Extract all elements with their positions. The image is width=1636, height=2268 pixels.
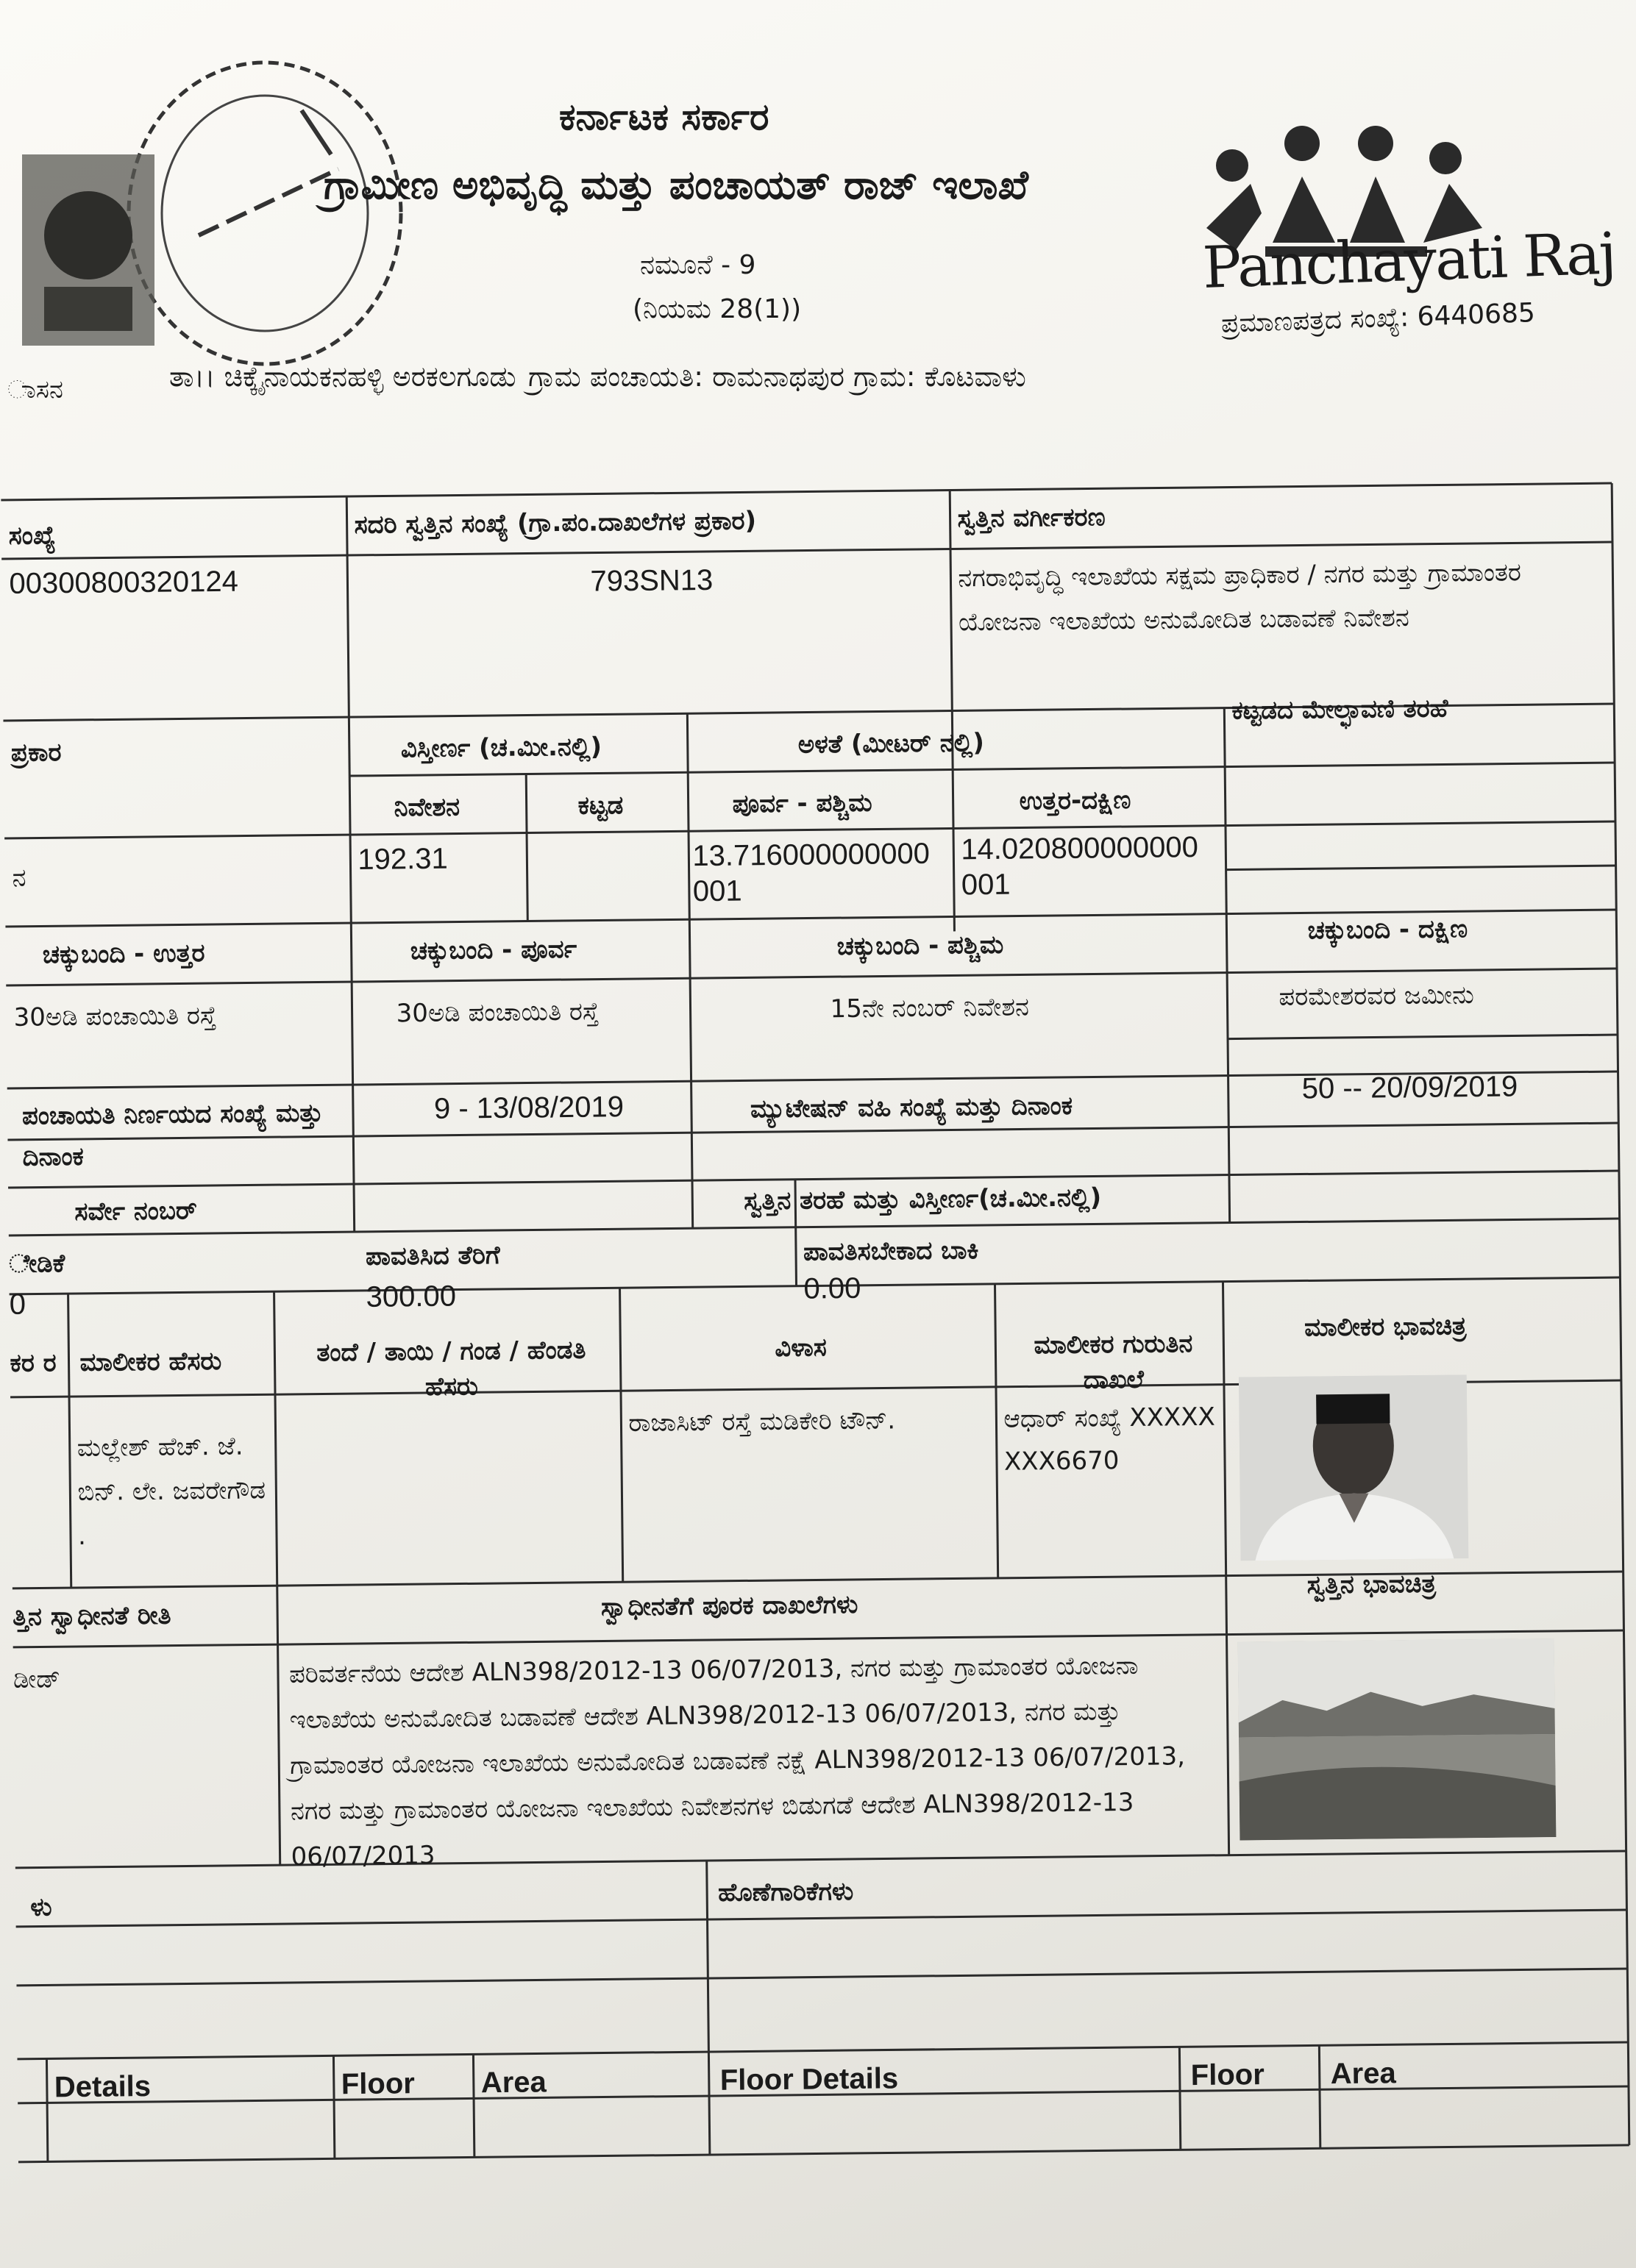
roof-type-label: ಕಟ್ಟಡದ ಮೇಲ್ಛಾವಣಿ ತರಹೆ xyxy=(1231,693,1448,726)
decision-value: 9 - 13/08/2019 xyxy=(433,1091,625,1125)
north-south-label: ಉತ್ತರ-ದಕ್ಷಿಣ xyxy=(1019,785,1131,816)
owner-id-header: ಮಾಲೀಕರ ಗುರುತಿನ ದಾಖಲೆ xyxy=(1034,1329,1193,1395)
east-west-value: 13.716000000000001 xyxy=(692,837,931,908)
tax-paid-label: ಪಾವತಿಸಿದ ತೆರಿಗೆ xyxy=(365,1240,500,1272)
liabilities-left-label: ಳು xyxy=(30,1892,52,1922)
owner-name-value: ಮಲ್ಲೇಶ್ ಹೆಚ್. ಜೆ. ಬಿನ್. ಲೇ. ಜವರೇಗೌಡ . xyxy=(77,1431,266,1551)
taluk-line: ತಾ।। ಚಿಕ್ಕೈನಾಯಕನಹಳ್ಳಿ ಅರಕಲಗೂಡು xyxy=(169,360,516,393)
mutation-label: ಮ್ಯುಟೇಷನ್ ವಹಿ ಸಂಖ್ಯೆ ಮತ್ತು ದಿನಾಂಕ xyxy=(750,1091,1073,1124)
boundary-south-label: ಚಕ್ಕುಬಂದಿ - ದಕ್ಷಿಣ xyxy=(1307,914,1468,946)
department-title: ಗ್ರಾಮೀಣ ಅಭಿವೃದ್ಧಿ ಮತ್ತು ಪಂಚಾಯತ್ ರಾಜ್ ಇಲಾಖೆ xyxy=(324,162,1028,208)
owner-address-value: ರಾಜಾಸಿಟ್ ರಸ್ತೆ ಮಡಿಕೇರಿ ಟೌನ್. xyxy=(628,1405,896,1438)
demand-label: ೇಡಿಕೆ xyxy=(8,1249,65,1279)
balance-value: 0.00 xyxy=(803,1272,861,1305)
boundary-east-label: ಚಕ್ಕುಬಂದಿ - ಪೂರ್ವ xyxy=(410,934,577,966)
parent-name-header: ತಂದೆ / ತಾಯಿ / ಗಂಡ / ಹೆಂಡತಿ ಹೆಸರು xyxy=(316,1335,586,1402)
boundary-south-value: ಪರಮೇಶರವರ ಜಮೀನು xyxy=(1278,980,1474,1012)
property-form-table xyxy=(0,395,1636,2177)
gram-panchayat-line: ಗ್ರಾಮ ಪಂಚಾಯತಿ: ರಾಮನಾಥಪುರ ಗ್ರಾಮ: ಕೊಟವಾಳು xyxy=(528,360,1026,393)
panchayati-raj-logo-text: Panchayati Raj xyxy=(1201,221,1617,302)
balance-label: ಪಾವತಿಸಬೇಕಾದ ಬಾಕಿ xyxy=(803,1235,979,1267)
address-header: ವಿಳಾಸ xyxy=(775,1333,828,1363)
sadari-number-label: ಸದರಿ ಸ್ವತ್ತಿನ ಸಂಖ್ಯೆ (ಗ್ರಾ.ಪಂ.ದಾಖಲೆಗಳ ಪ್ರಕಾರ) xyxy=(354,506,757,540)
owner-id-value: ಆಧಾರ್ ಸಂಖ್ಯೆ XXXXXXXX6670 xyxy=(1003,1402,1216,1477)
property-photo xyxy=(1238,1638,1557,1840)
decision-label: ಪಂಚಾಯತಿ ನಿರ್ಣಯದ ಸಂಖ್ಯೆ ಮತ್ತು ದಿನಾಂಕ xyxy=(21,1098,324,1172)
area-label: ವಿಸ್ತೀರ್ಣ (ಚ.ಮೀ.ನಲ್ಲಿ) xyxy=(400,732,602,764)
owner-photo xyxy=(1239,1374,1469,1561)
property-classification-value: ನಗರಾಭಿವೃದ್ಧಿ ಇಲಾಖೆಯ ಸಕ್ಷಮ ಪ್ರಾಧಿಕಾರ / ನಗರ ಮತ್ತು ಗ್ರಾಮಾಂತರ ಯೋಜನಾ ಇಲಾಖೆಯ ಅನುಮೋದಿತ ಬಡಾವಣೆ ನಿವೇಶನ xyxy=(958,557,1522,638)
ownership-docs-label: ಸ್ವಾಧೀನತೆಗೆ ಪೂರಕ ದಾಖಲೆಗಳು xyxy=(600,1589,858,1622)
owner-name-header: ಮಾಲೀಕರ ಹೆಸರು xyxy=(79,1346,222,1377)
property-id-label: ಸಂಖ್ಯೆ xyxy=(8,521,56,551)
ownership-mode-label: ತ್ತಿನ ಸ್ವಾಧೀನತೆ ರೀತಿ xyxy=(12,1600,171,1632)
type-area-label: ಸ್ವತ್ತಿನ ತರಹೆ ಮತ್ತು ವಿಸ್ತೀರ್ಣ(ಚ.ಮೀ.ನಲ್ಲಿ) xyxy=(744,1183,1102,1216)
karnataka-emblem xyxy=(0,132,184,368)
building-label: ಕಟ್ಟಡ xyxy=(577,791,624,821)
sadari-number-value: 793SN13 xyxy=(590,563,714,598)
area-left-header: Area xyxy=(480,2066,547,2100)
ownership-docs-value: ಪರಿವರ್ತನೆಯ ಆದೇಶ ALN398/2012-13 06/07/2013, ನಗರ ಮತ್ತು ಗ್ರಾಮಾಂತರ ಯೋಜನಾ ಇಲಾಖೆಯ ಅನುಮೋದಿತ ಬಡಾವಣೆ ಆದೇಶ ALN398/2012-13 06/07/2013, ನಗರ ಮತ್ತು ಗ್ರಾಮಾಂತರ ಯೋಜನಾ ಇಲಾಖೆಯ ಅನುಮೋದಿತ ಬಡಾವಣೆ ನಕ್ಷೆ ALN398/2012-13 06/07/2013, ನಗರ ಮತ್ತು ಗ್ರಾಮಾಂತರ ಯೋಜನಾ ಇಲಾಖೆಯ ನಿವೇಶನಗಳ ಬಿಡುಗಡೆ ಆದೇಶ ALN398/2012-13 06/07/2013 xyxy=(288,1650,1186,1872)
property-classification-label: ಸ್ವತ್ತಿನ ವರ್ಗೀಕರಣ xyxy=(957,502,1106,534)
north-south-value: 14.020800000000001 xyxy=(961,830,1199,902)
sasana-fragment: ಾಸನ xyxy=(7,375,63,404)
boundary-west-value: 15ನೇ ನಂಬರ್ ನಿವೇಶನ xyxy=(830,992,1030,1024)
site-label: ನಿವೇಶನ xyxy=(394,792,460,823)
area-right-header: Area xyxy=(1330,2057,1396,2091)
boundary-east-value: 30ಅಡಿ ಪಂಚಾಯಿತಿ ರಸ್ತೆ xyxy=(396,996,600,1029)
mutation-value: 50 -- 20/09/2019 xyxy=(1301,1070,1518,1105)
owner-number-header: ಕರ ರ xyxy=(10,1348,57,1378)
floor-details-left-header: Details xyxy=(54,2069,152,2104)
demand-value: 0 xyxy=(9,1288,26,1321)
floor-right-header: Floor xyxy=(1190,2058,1265,2092)
size-label: ಅಳತೆ (ಮೀಟರ್ ನಲ್ಲಿ) xyxy=(797,728,985,760)
survey-number-label: ಸರ್ವೇ ನಂಬರ್ xyxy=(74,1196,198,1227)
form-number: ನಮೂನೆ - 9 xyxy=(640,250,756,280)
east-west-label: ಪೂರ್ವ - ಪಶ್ಚಿಮ xyxy=(732,788,872,819)
type-value: ನ xyxy=(12,863,26,893)
property-id-value: 00300800320124 xyxy=(9,565,239,600)
boundary-north-value: 30ಅಡಿ ಪಂಚಾಯಿತಿ ರಸ್ತೆ xyxy=(13,1000,217,1033)
boundary-north-label: ಚಕ್ಕುಬಂದಿ - ಉತ್ತರ xyxy=(42,938,205,970)
tax-paid-value: 300.00 xyxy=(366,1280,457,1313)
site-area-value: 192.31 xyxy=(358,842,448,876)
ownership-mode-value: ಡೀಡ್ xyxy=(13,1664,61,1694)
certificate-number: ಪ್ರಮಾಣಪತ್ರದ ಸಂಖ್ಯೆ: 6440685 xyxy=(1220,298,1536,339)
boundary-west-label: ಚಕ್ಕುಬಂದಿ - ಪಶ್ಚಿಮ xyxy=(836,930,1004,962)
rule-number: (ನಿಯಮ 28(1)) xyxy=(633,294,802,324)
floor-details-right-header: Floor Details xyxy=(719,2062,899,2097)
property-photo-label: ಸ್ವತ್ತಿನ ಭಾವಚಿತ್ರ xyxy=(1306,1569,1437,1600)
owner-photo-header: ಮಾಲೀಕರ ಭಾವಚಿತ್ರ xyxy=(1304,1311,1467,1343)
floor-left-header: Floor xyxy=(341,2067,416,2101)
liabilities-label: ಹೊಣೆಗಾರಿಕೆಗಳು xyxy=(717,1876,854,1908)
type-label: ಪ್ರಕಾರ xyxy=(10,738,62,768)
government-title: ಕರ್ನಾಟಕ ಸರ್ಕಾರ xyxy=(559,96,769,138)
